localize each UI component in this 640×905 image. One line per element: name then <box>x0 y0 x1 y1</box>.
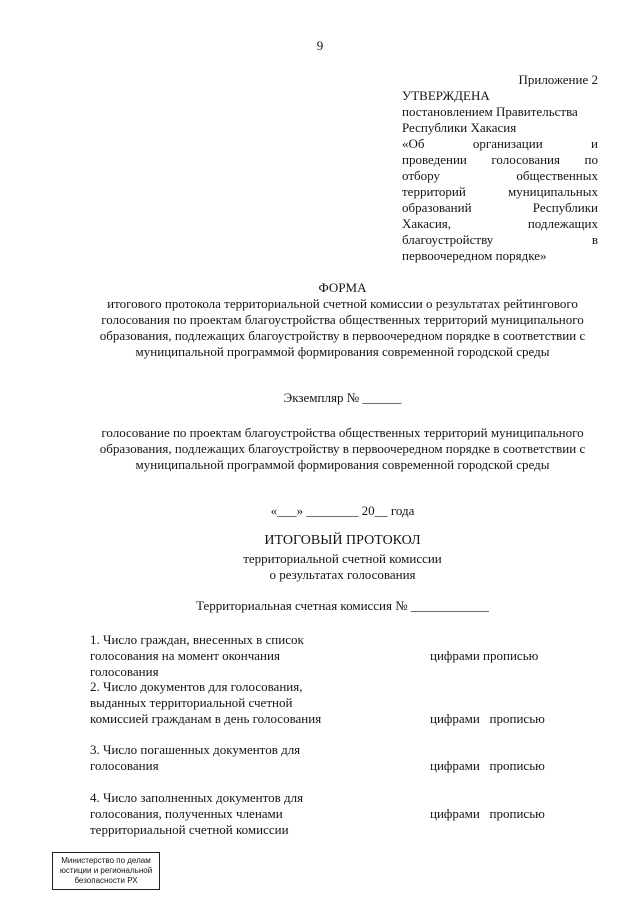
column-words: прописью <box>483 648 539 663</box>
protocol-subtitle: о результатах голосования <box>269 567 416 582</box>
approval-line: территорий муниципальных <box>402 184 598 199</box>
column-words: прописью <box>489 711 545 726</box>
exemplar-number: Экземпляр № ______ <box>283 390 402 405</box>
voting-subject: голосование по проектам благоустройства общественных территорий муниципального образования, подлежащих благоустройству в первоочередном порядке в соответствии с муниципальной программой формирования современной городской среды <box>99 425 586 472</box>
approval-line: «Об организации и <box>402 136 598 151</box>
approval-line: Хакасия, подлежащих <box>402 216 598 231</box>
approval-block <box>402 88 598 264</box>
approval-line: отбору общественных <box>402 168 598 183</box>
appendix-label: Приложение 2 <box>518 72 598 87</box>
column-words: прописью <box>489 758 545 773</box>
item-columns <box>430 711 545 727</box>
registration-stamp <box>52 852 160 890</box>
item-columns <box>430 648 538 664</box>
approval-line: постановлением Правительства <box>402 104 578 119</box>
approval-line: проведении голосования по <box>402 152 598 167</box>
stamp-line: Министерство по делам <box>61 856 151 865</box>
page-number: 9 <box>316 38 324 53</box>
protocol-item: 1. Число граждан, внесенных в список голосования на момент окончания голосования <box>90 632 304 679</box>
approval-line: благоустройству в <box>402 232 598 247</box>
protocol-item: 2. Число документов для голосования, выданных территориальной счетной комиссией гражданам в день голосования <box>90 679 322 726</box>
stamp-line: безопасности РХ <box>74 876 138 885</box>
column-digits: цифрами <box>430 758 480 773</box>
commission-number-line: Территориальная счетная комиссия № ____________ <box>196 598 489 613</box>
item-columns <box>430 758 545 774</box>
approval-line: первоочередном порядке» <box>402 248 547 263</box>
protocol-subtitle: территориальной счетной комиссии <box>243 551 442 566</box>
form-description: итогового протокола территориальной счетной комиссии о результатах рейтингового голосования по проектам благоустройства общественных территорий муниципального образования, подлежащих благоустройству в первоочередном порядке в соответствии с муниципальной программой формирования современной городской среды <box>99 296 586 359</box>
protocol-item: 4. Число заполненных документов для голосования, полученных членами территориальной счетной комиссии <box>90 790 304 837</box>
approval-line: УТВЕРЖДЕНА <box>402 88 490 103</box>
column-digits: цифрами <box>430 648 480 663</box>
approval-line: образований Республики <box>402 200 598 215</box>
column-digits: цифрами <box>430 806 480 821</box>
protocol-item: 3. Число погашенных документов для голосования <box>90 742 301 773</box>
protocol-title: ИТОГОВЫЙ ПРОТОКОЛ <box>264 533 421 548</box>
approval-line: Республики Хакасия <box>402 120 517 135</box>
form-title: ФОРМА <box>318 280 367 295</box>
item-columns <box>430 806 545 822</box>
column-words: прописью <box>489 806 545 821</box>
column-digits: цифрами <box>430 711 480 726</box>
date-line: «___» ________ 20__ года <box>270 503 415 518</box>
stamp-line: юстиции и региональной <box>59 866 153 875</box>
